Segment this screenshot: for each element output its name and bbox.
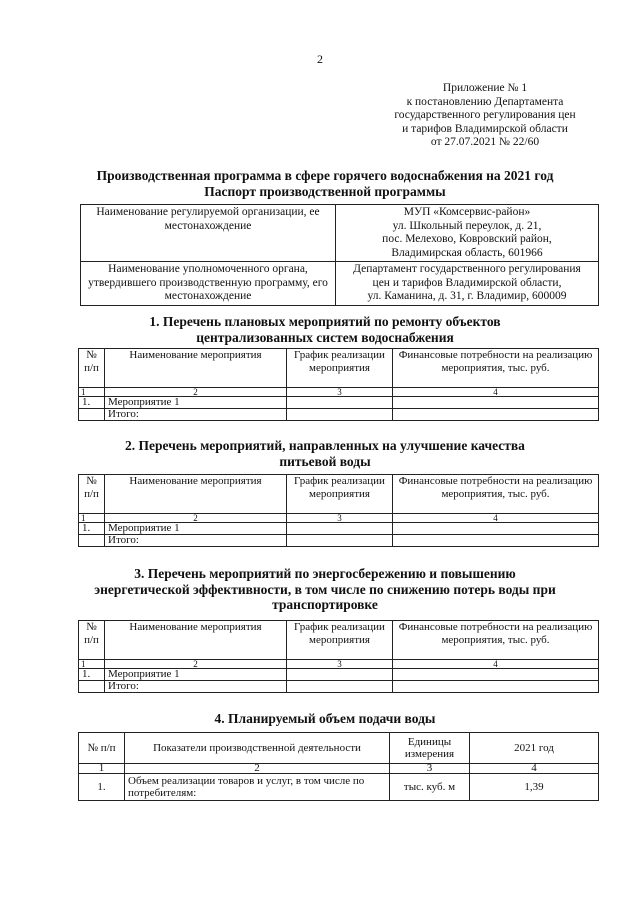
passport-value [336, 205, 599, 262]
section-title-line: 3. Перечень мероприятий по энергосбережению и повышению [134, 566, 516, 581]
document-title [60, 168, 590, 199]
table-header-row [79, 475, 599, 514]
row-num: 1. [79, 774, 125, 801]
header-finance: Финансовые потребности на реализацию мероприятия, тыс. руб. [393, 621, 599, 660]
row-unit: тыс. куб. м [390, 774, 470, 801]
total-row [79, 535, 599, 547]
section-title-line: энергетической эффективности, в том числе по снижению потерь воды при [94, 581, 556, 597]
col-number: 3 [287, 660, 393, 669]
total-label: Итого: [105, 535, 287, 547]
passport-value-line: Департамент государственного регулирования [353, 263, 581, 275]
header-name: Наименование мероприятия [105, 475, 287, 514]
title-line: Производственная программа в сфере горячего водоснабжения на 2021 год [96, 168, 554, 183]
column-number-row [79, 514, 599, 523]
header-schedule: График реализации мероприятия [287, 349, 393, 388]
col-number: 4 [393, 514, 599, 523]
row-num: 1. [79, 523, 105, 535]
section-2-table [78, 474, 599, 547]
section-title-line: 1. Перечень плановых мероприятий по ремонту объектов [149, 314, 501, 329]
total-num [79, 409, 105, 421]
header-num: № п/п [79, 475, 105, 514]
table-row [79, 774, 599, 801]
row-schedule [287, 397, 393, 409]
row-schedule [287, 669, 393, 681]
col-number: 1 [79, 660, 105, 669]
total-row [79, 409, 599, 421]
total-finance [393, 535, 599, 547]
appendix-line: Приложение № 1 [442, 82, 528, 94]
table-header-row [79, 733, 599, 764]
appendix-line: от 27.07.2021 № 22/60 [430, 136, 540, 149]
col-number: 3 [390, 764, 470, 774]
table-header-row [79, 349, 599, 388]
section-2-title [60, 438, 590, 469]
col-number: 2 [105, 388, 287, 397]
section-title-line: централизованных систем водоснабжения [196, 329, 454, 345]
table-header-row [79, 621, 599, 660]
passport-row [81, 205, 599, 262]
passport-value-line: ул. Школьный переулок, д. 21, [392, 219, 542, 232]
passport-table [80, 204, 599, 306]
appendix-line: и тарифов Владимирской области [402, 122, 568, 135]
row-name: Мероприятие 1 [105, 523, 287, 535]
row-indicator: Объем реализации товаров и услуг, в том числе по потребителям: [125, 774, 390, 801]
table-row [79, 397, 599, 409]
header-num: № п/п [79, 349, 105, 388]
total-row [79, 681, 599, 693]
header-name: Наименование мероприятия [105, 621, 287, 660]
row-name: Мероприятие 1 [105, 669, 287, 681]
title-line: Паспорт производственной программы [204, 183, 446, 199]
header-schedule: График реализации мероприятия [287, 621, 393, 660]
passport-value-line: цен и тарифов Владимирской области, [372, 276, 562, 289]
col-number: 4 [470, 764, 599, 774]
passport-value-line: МУП «Комсервис-район» [403, 206, 531, 218]
page-number: 2 [317, 52, 323, 66]
total-num [79, 681, 105, 693]
section-title-line: 2. Перечень мероприятий, направленных на улучшение качества [125, 438, 525, 453]
passport-label: Наименование уполномоченного органа, утвердившего производственную программу, его местонахождение [81, 262, 336, 306]
col-number: 2 [125, 764, 390, 774]
row-schedule [287, 523, 393, 535]
col-number: 2 [105, 660, 287, 669]
appendix-line: к постановлению Департамента [406, 95, 564, 108]
total-label: Итого: [105, 681, 287, 693]
total-num [79, 535, 105, 547]
col-number: 2 [105, 514, 287, 523]
col-number: 4 [393, 660, 599, 669]
total-finance [393, 681, 599, 693]
row-finance [393, 523, 599, 535]
header-schedule: График реализации мероприятия [287, 475, 393, 514]
section-3-title [60, 566, 590, 613]
passport-label: Наименование регулируемой организации, ее местонахождение [81, 205, 336, 262]
header-finance: Финансовые потребности на реализацию мероприятия, тыс. руб. [393, 349, 599, 388]
total-schedule [287, 409, 393, 421]
section-3-table [78, 620, 599, 693]
header-indicator: Показатели производственной деятельности [125, 733, 390, 764]
row-name: Мероприятие 1 [105, 397, 287, 409]
section-4-title: 4. Планируемый объем подачи воды [214, 711, 436, 726]
header-num: № п/п [79, 621, 105, 660]
total-schedule [287, 681, 393, 693]
passport-value-line: ул. Каманина, д. 31, г. Владимир, 600009 [367, 290, 567, 302]
header-name: Наименование мероприятия [105, 349, 287, 388]
header-num: № п/п [79, 733, 125, 764]
header-year: 2021 год [470, 733, 599, 764]
section-1-table [78, 348, 599, 421]
col-number: 1 [79, 764, 125, 774]
header-finance: Финансовые потребности на реализацию мероприятия, тыс. руб. [393, 475, 599, 514]
col-number: 1 [79, 388, 105, 397]
total-label: Итого: [105, 409, 287, 421]
row-finance [393, 397, 599, 409]
passport-value-line: пос. Мелехово, Ковровский район, [382, 233, 552, 245]
row-finance [393, 669, 599, 681]
total-schedule [287, 535, 393, 547]
header-unit: Единицы измерения [390, 733, 470, 764]
row-num: 1. [79, 397, 105, 409]
passport-value-line: Владимирская область, 601966 [391, 246, 543, 259]
table-row [79, 523, 599, 535]
row-num: 1. [79, 669, 105, 681]
col-number: 3 [287, 514, 393, 523]
column-number-row [79, 764, 599, 774]
col-number: 1 [79, 514, 105, 523]
appendix-note [380, 82, 590, 150]
volume-table [78, 732, 599, 801]
table-row [79, 669, 599, 681]
col-number: 3 [287, 388, 393, 397]
col-number: 4 [393, 388, 599, 397]
appendix-line: государственного регулирования цен [394, 109, 576, 122]
section-1-title [60, 314, 590, 345]
column-number-row [79, 660, 599, 669]
section-title-line: питьевой воды [279, 453, 371, 469]
passport-value [336, 262, 599, 306]
column-number-row [79, 388, 599, 397]
section-title-line: транспортировке [272, 597, 378, 612]
row-value: 1,39 [470, 774, 599, 801]
total-finance [393, 409, 599, 421]
passport-row [81, 262, 599, 306]
